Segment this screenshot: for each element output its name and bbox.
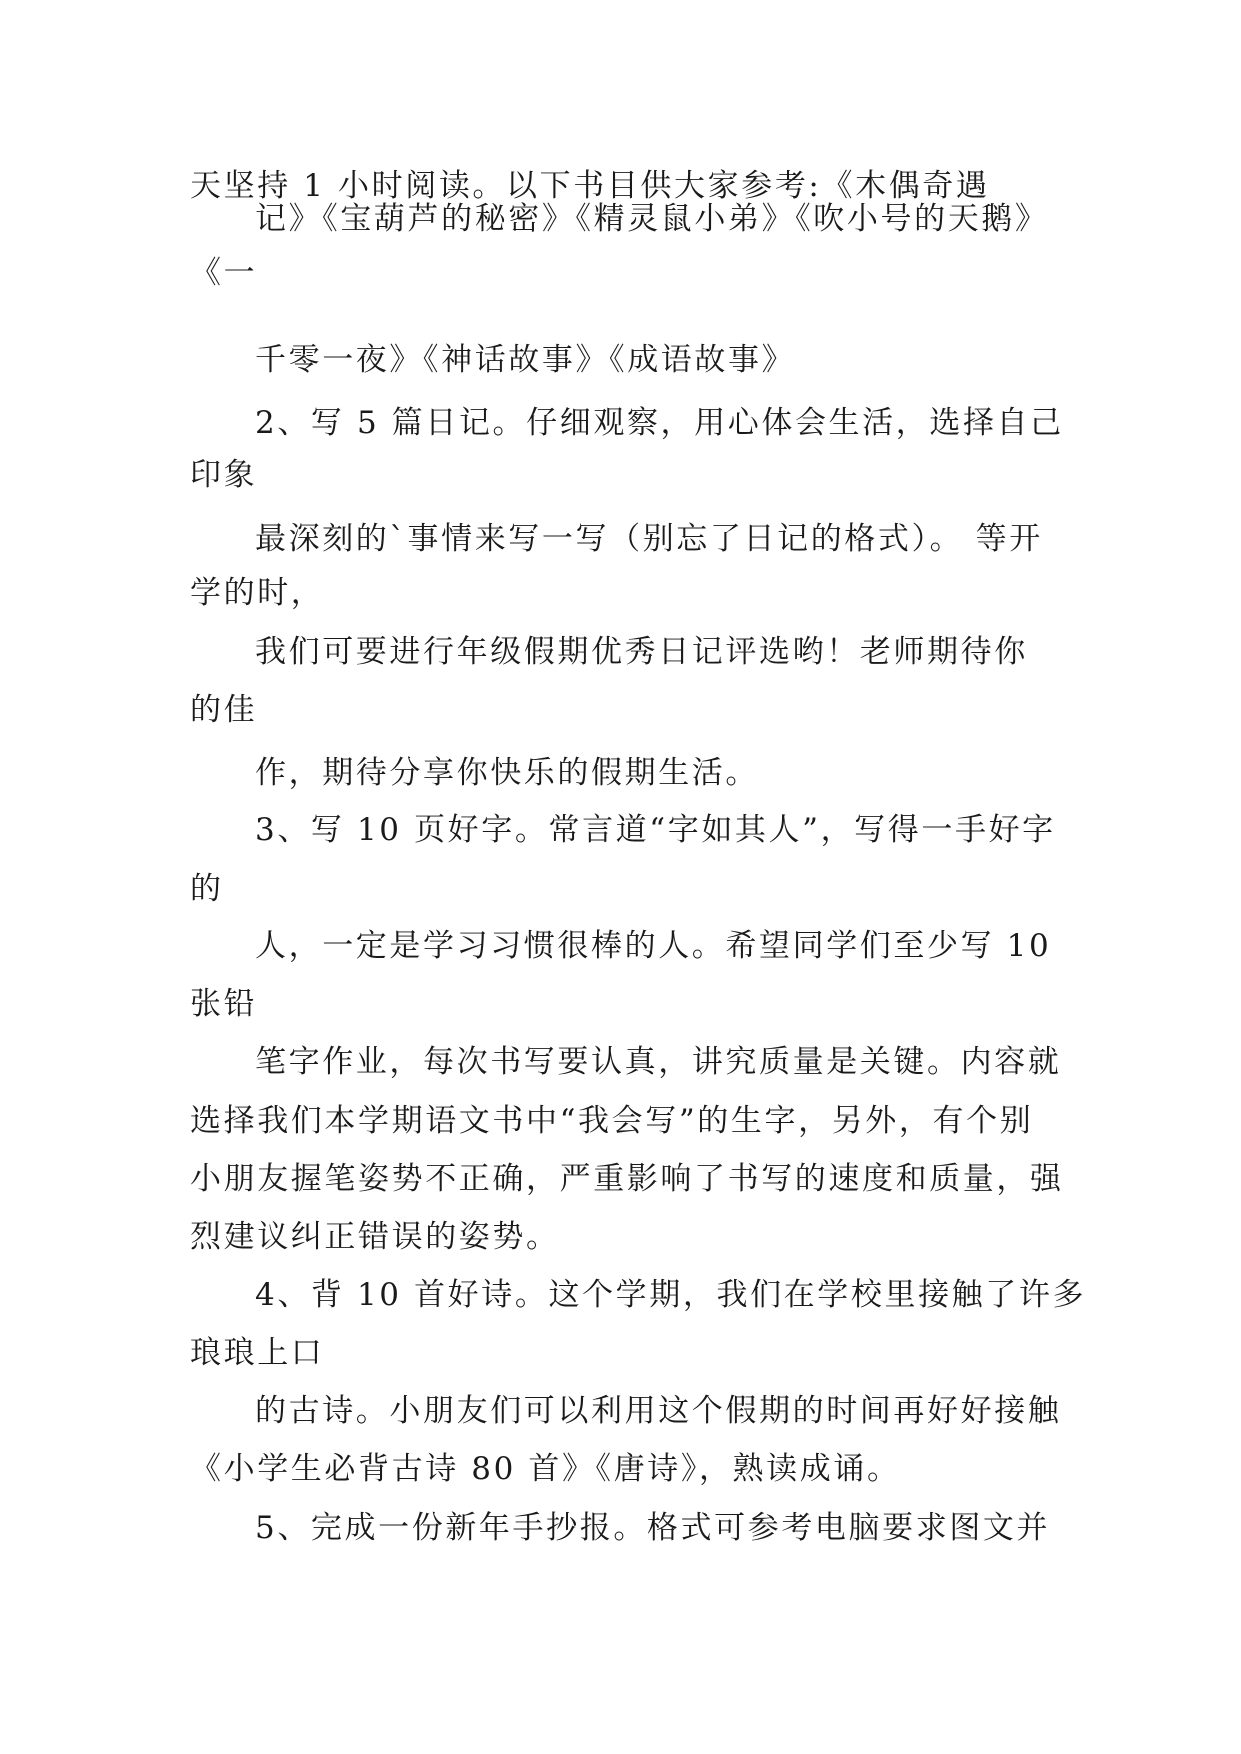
text-line: 人，一定是学习习惯很棒的人。希望同学们至少写 10	[255, 928, 1052, 964]
text-line: 《一	[190, 255, 258, 291]
text-line: 3、写 10 页好字。常言道“字如其人”，写得一手好字	[255, 812, 1056, 848]
text-line: 烈建议纠正错误的姿势。	[190, 1219, 560, 1255]
text-line: 5、完成一份新年手抄报。格式可参考电脑要求图文并	[255, 1510, 1051, 1546]
text-line: 的佳	[190, 692, 258, 728]
text-line: 的	[190, 871, 224, 907]
text-line: 琅琅上口	[190, 1335, 325, 1371]
text-line: 学的时，	[190, 575, 325, 611]
text-line: 小朋友握笔姿势不正确，严重影响了书写的速度和质量，强	[190, 1161, 1064, 1197]
text-line: 天坚持 1 小时阅读。以下书目供大家参考:《木偶奇遇	[190, 168, 990, 204]
text-line: 最深刻的`事情来写一写（别忘了日记的格式）。 等开	[255, 521, 1043, 557]
text-line: 选择我们本学期语文书中“我会写”的生字，另外，有个别	[190, 1103, 1034, 1139]
text-line: 千零一夜》《神话故事》《成语故事》	[255, 342, 796, 378]
text-line: 《小学生必背古诗 80 首》《唐诗》，熟读成诵。	[190, 1451, 901, 1487]
text-line: 记》《宝葫芦的秘密》《精灵鼠小弟》《吹小号的天鹅》	[255, 201, 1049, 237]
text-line: 印象	[190, 457, 258, 493]
text-line: 的古诗。小朋友们可以利用这个假期的时间再好好接触	[255, 1393, 1062, 1429]
text-line: 4、背 10 首好诗。这个学期，我们在学校里接触了许多	[255, 1277, 1087, 1313]
text-line: 作，期待分享你快乐的假期生活。	[255, 755, 759, 791]
text-line: 2、写 5 篇日记。仔细观察，用心体会生活，选择自己	[255, 405, 1064, 441]
text-line: 我们可要进行年级假期优秀日记评选哟！老师期待你	[255, 634, 1028, 670]
text-line: 笔字作业，每次书写要认真，讲究质量是关键。内容就	[255, 1044, 1062, 1080]
text-line: 张铅	[190, 986, 258, 1022]
